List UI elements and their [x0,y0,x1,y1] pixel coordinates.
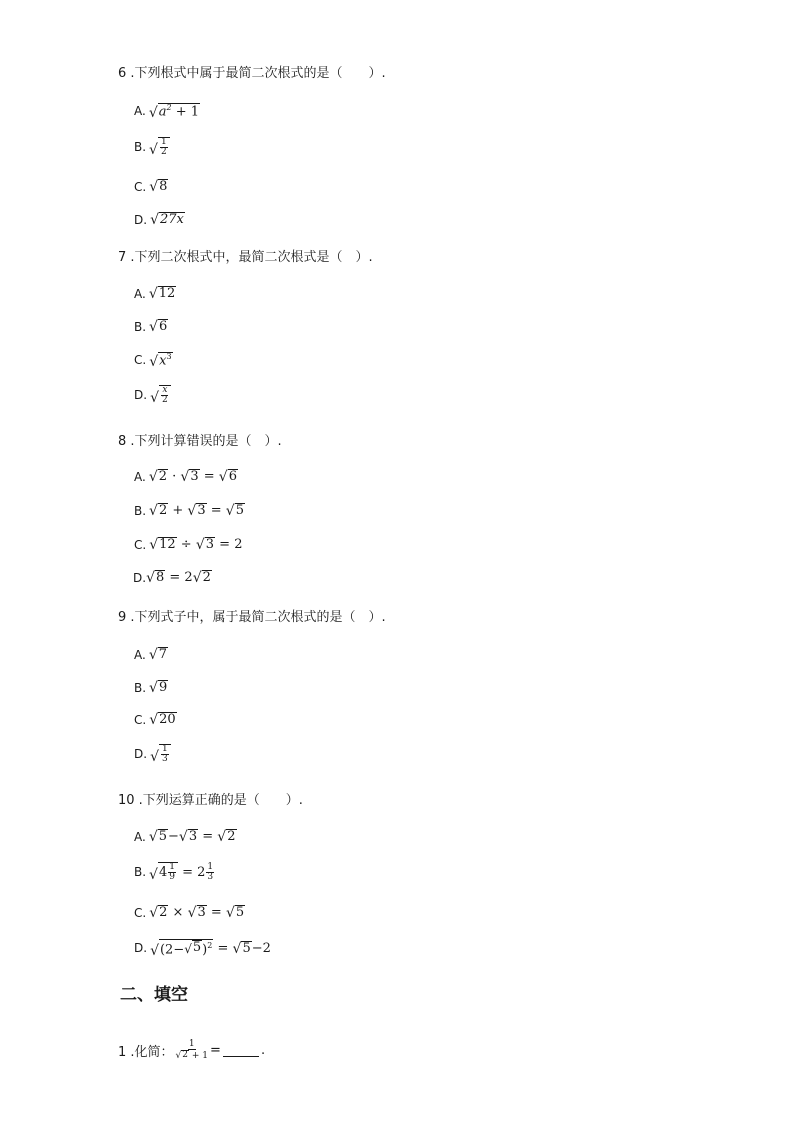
option-label: B. [134,503,147,518]
option-label: B. [134,680,147,695]
q10-option-b[interactable] [134,862,215,882]
option-label: A. [134,647,146,662]
period: . [260,1042,266,1058]
math-expression: √ 5 − √ 3 = √ 2 [148,829,236,846]
q7-option-d[interactable] [134,385,171,405]
sqrt-expression: √ $a^2 + 1$ [148,103,200,121]
option-label: B. [134,865,147,879]
sqrt-expression: √ 20 [149,712,176,729]
math-expression: √ 4 $\frac{1}{9}$ = 2 $\frac{1}{3}$ [149,861,214,883]
sqrt-expression: √ 27x [150,212,184,229]
option-label: C. [134,537,147,552]
option-label: C. [134,179,147,194]
option-label: A. [134,469,146,484]
q8-option-c[interactable] [134,537,242,552]
question-9: 9 .下列式子中，属于最简二次根式的是（ ）. [118,610,386,625]
question-7: 7 .下列二次根式中，最简二次根式是（ ）. [118,250,373,265]
sqrt-expression: √ $\frac{1}{3}$ [150,744,171,764]
option-label: D. [134,388,148,402]
math-expression: √ 8 = 2 √ 2 [146,570,211,587]
equals-sign: = [210,1042,221,1058]
option-label: D. [134,941,148,956]
option-label: D. [134,212,148,227]
q6-option-b[interactable] [134,137,170,157]
option-label: C. [134,712,147,727]
q9-option-a[interactable] [134,647,168,662]
q9-option-c[interactable] [134,712,177,727]
math-expression: √ 12 ÷ √ 3 = 2 [149,537,243,554]
option-label: D. [134,747,148,761]
sqrt-expression: √ 8 [149,179,168,196]
option-label: D. [133,570,147,585]
q8-option-d[interactable] [133,570,212,585]
q8-option-a[interactable] [134,469,238,484]
math-expression: √ (2− √ 5 )$^2$ = √ 5 −2 [150,940,271,959]
sqrt-expression: √ $\frac{1}{2}$ [149,137,170,157]
option-label: B. [134,140,147,154]
q7-option-c[interactable] [134,352,173,369]
answer-blank[interactable] [223,1044,259,1057]
math-expression: √ 2 × √ 3 = √ 5 [149,905,245,922]
q9-option-b[interactable] [134,680,168,695]
fraction-expression: 1 √ 2 + 1 [175,1039,209,1061]
q7-option-b[interactable] [134,319,168,334]
q10-option-d[interactable] [134,939,271,958]
question-10: 10 .下列运算正确的是（ ）. [118,793,303,808]
question-8: 8 .下列计算错误的是（ ）. [118,434,282,449]
section-title: 二、填空 [120,985,188,1005]
sqrt-expression: √ 9 [149,680,168,697]
option-label: A. [134,286,146,301]
q6-option-a[interactable] [134,103,200,120]
q7-option-a[interactable] [134,286,176,301]
q10-option-c[interactable] [134,905,245,920]
q6-option-c[interactable] [134,179,168,194]
sqrt-expression: √ 7 [148,647,168,664]
sqrt-expression: √ $x^3$ [149,352,172,370]
fill-question-1 [118,1040,265,1061]
math-expression: √ 2 · √ 3 = √ 6 [148,469,237,486]
question-6: 6 .下列根式中属于最简二次根式的是（ ）. [118,66,386,81]
q10-option-a[interactable] [134,829,237,844]
option-label: A. [134,829,146,844]
math-expression: √ 2 + √ 3 = √ 5 [149,503,244,520]
option-label: B. [134,319,147,334]
fill-prefix: 1 .化简： [118,1044,174,1060]
sqrt-expression: √ 12 [148,286,176,303]
option-label: C. [134,353,147,368]
option-label: C. [134,905,147,920]
option-label: A. [134,104,146,119]
sqrt-expression: √ 6 [149,319,168,336]
q9-option-d[interactable] [134,744,171,764]
q6-option-d[interactable] [134,212,185,227]
q8-option-b[interactable] [134,503,245,518]
sqrt-expression: √ $\frac{x}{2}$ [150,385,171,405]
